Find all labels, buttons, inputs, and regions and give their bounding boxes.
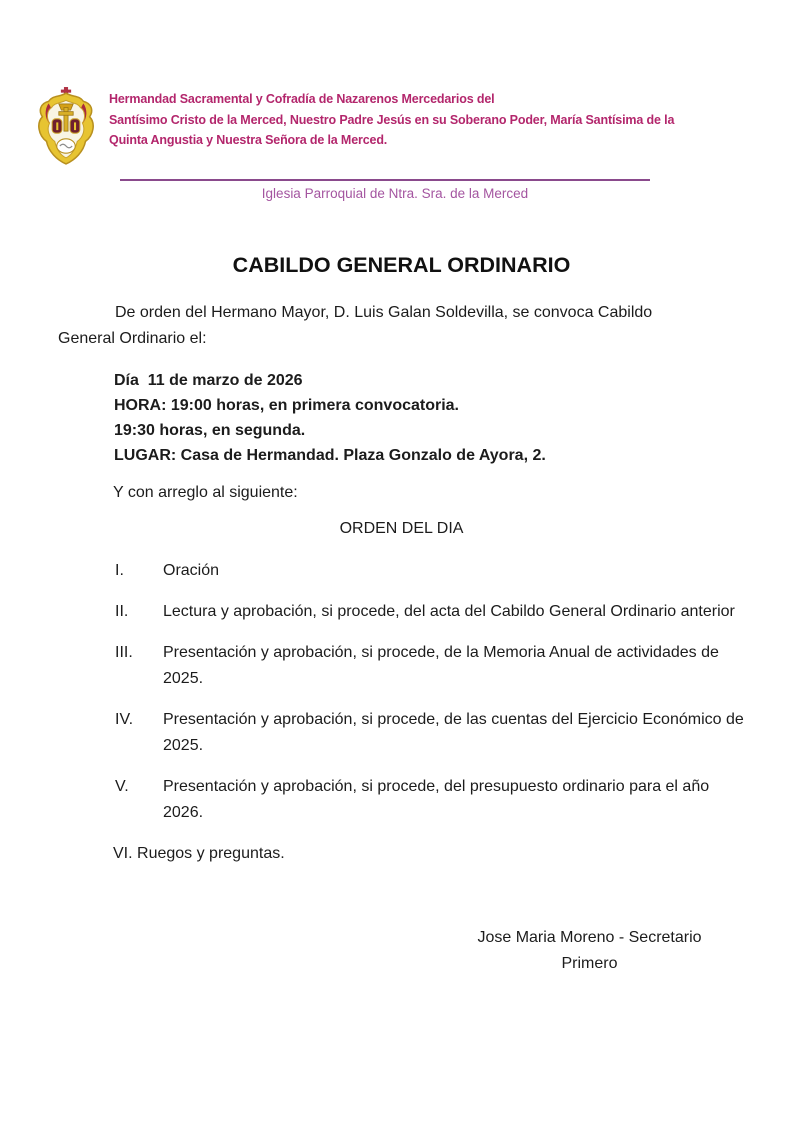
agenda-item-text: Presentación y aprobación, si procede, del presupuesto ordinario para el año 2026. xyxy=(163,778,710,821)
agenda-item-text: Oración xyxy=(163,562,220,579)
agenda-item-numeral: V. xyxy=(115,778,129,795)
agenda-item-5 xyxy=(115,774,803,826)
agenda-item-2 xyxy=(115,599,803,625)
agenda-item-text: Presentación y aprobación, si procede, de la Memoria Anual de actividades de 2025. xyxy=(163,644,719,687)
agenda-title: ORDEN DEL DIA xyxy=(339,520,464,537)
agenda-item-text: Presentación y aprobación, si procede, de las cuentas del Ejercicio Económico de 2025. xyxy=(163,711,744,754)
org-name-line-1: Hermandad Sacramental y Cofradía de Nazarenos Mercedarios del xyxy=(109,92,495,106)
agenda-item-numeral: I. xyxy=(115,562,124,579)
meeting-location: LUGAR: Casa de Hermandad. Plaza Gonzalo de Ayora, 2. xyxy=(114,447,546,464)
arrangement-line: Y con arreglo al siguiente: xyxy=(113,484,298,501)
meeting-date: Día 11 de marzo de 2026 xyxy=(114,372,303,389)
signature-name: Jose Maria Moreno - Secretario xyxy=(477,929,702,946)
divider-line xyxy=(120,179,650,181)
agenda-item-4 xyxy=(115,707,803,759)
document-title: CABILDO GENERAL ORDINARIO xyxy=(232,253,571,277)
agenda-item-numeral: III. xyxy=(115,644,133,661)
agenda-item-text: Lectura y aprobación, si procede, del acta del Cabildo General Ordinario anterior xyxy=(163,603,735,620)
intro-paragraph: De orden del Hermano Mayor, D. Luis Galan Soldevilla, se convoca Cabildo General Ordinario el: xyxy=(58,304,653,347)
org-name-line-3: Quinta Angustia y Nuestra Señora de la Merced. xyxy=(109,133,388,147)
meeting-time-first: HORA: 19:00 horas, en primera convocatoria. xyxy=(114,397,459,414)
hermandad-crest-icon xyxy=(34,86,98,166)
agenda-item-1 xyxy=(115,558,803,584)
agenda-item-3 xyxy=(115,640,803,692)
agenda-list xyxy=(0,558,803,826)
meeting-time-second: 19:30 horas, en segunda. xyxy=(114,422,306,439)
agenda-item-numeral: II. xyxy=(115,603,129,620)
agenda-item-numeral: IV. xyxy=(115,711,134,728)
parish-name: Iglesia Parroquial de Ntra. Sra. de la Merced xyxy=(261,186,529,201)
signature-block xyxy=(447,925,732,977)
letterhead xyxy=(0,0,803,166)
agenda-item-6: VI. Ruegos y preguntas. xyxy=(113,845,285,862)
org-name-line-2: Santísimo Cristo de la Merced, Nuestro Padre Jesús en su Soberano Poder, María Santísima de la xyxy=(109,112,675,127)
org-name-block xyxy=(109,89,769,151)
signature-title: Primero xyxy=(561,955,618,972)
meeting-details xyxy=(114,368,803,468)
